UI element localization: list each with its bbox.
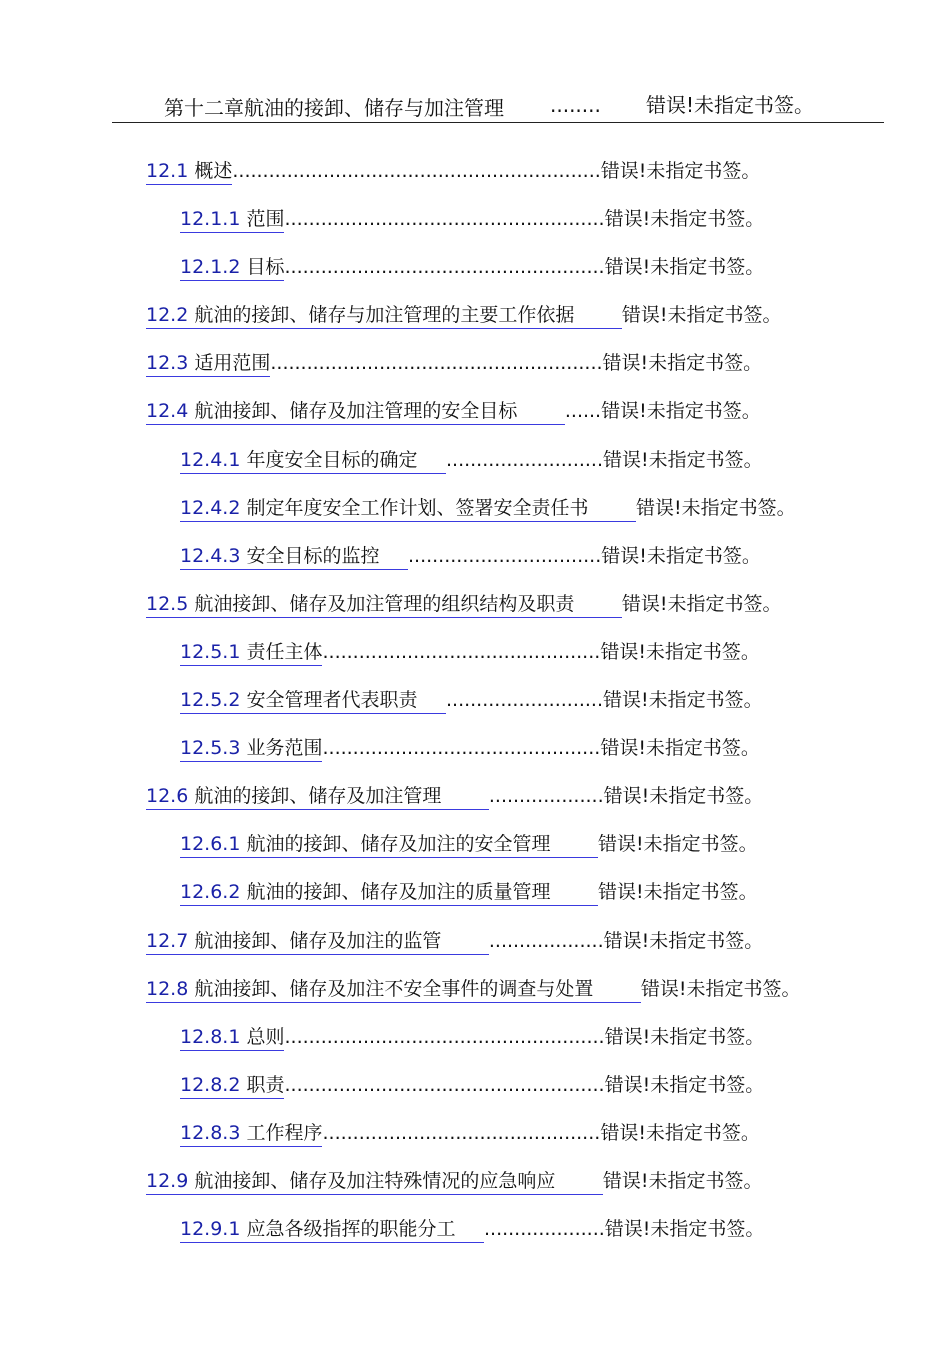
toc-page-ref: 错误!未指定书签。 <box>600 640 760 663</box>
toc-leader-dots: ............................................................. <box>232 160 601 182</box>
toc-entry-link[interactable] <box>180 831 598 858</box>
toc-page-ref: 错误!未指定书签。 <box>602 1169 763 1192</box>
page-header <box>112 92 884 123</box>
toc-page-ref: 错误!未指定书签。 <box>600 737 760 760</box>
toc-page-ref: 错误!未指定书签。 <box>604 256 765 279</box>
toc-entry-title: 职责 <box>240 1073 285 1096</box>
toc-entry-link[interactable] <box>180 1216 484 1243</box>
toc-page-ref: 错误!未指定书签。 <box>621 592 782 615</box>
toc-entry-title: 航油的接卸、储存及加注的安全管理 <box>240 833 598 856</box>
toc-entry-link[interactable] <box>146 158 232 185</box>
toc-entry-title: 工作程序 <box>240 1121 323 1144</box>
toc-entry-link[interactable] <box>180 206 284 233</box>
toc-entry-number: 12.9.1 <box>180 1218 241 1241</box>
toc-leader-dots: ..................................................... <box>284 208 605 231</box>
toc-entry-title: 业务范围 <box>240 737 323 760</box>
toc-entry-title: 年度安全目标的确定 <box>240 448 446 471</box>
toc-entry <box>0 447 950 495</box>
toc-leader-dots: ................................ <box>407 544 602 567</box>
toc-entry-number: 12.1 <box>146 160 189 182</box>
toc-entry <box>0 879 950 927</box>
header-page-ref: 错误!未指定书签。 <box>646 93 815 117</box>
toc-leader-dots: ....................................................... <box>270 352 603 375</box>
toc-leader-dots: ..................................................... <box>284 256 605 279</box>
toc-page-ref: 错误!未指定书签。 <box>635 496 796 519</box>
toc-leader-dots: .......................... <box>445 689 604 712</box>
toc-entry-link[interactable] <box>180 495 636 522</box>
toc-page-ref: 错误!未指定书签。 <box>601 544 761 567</box>
toc-entry-title: 责任主体 <box>240 640 323 663</box>
toc-entry <box>0 302 950 350</box>
toc-page-ref: 错误!未指定书签。 <box>601 400 761 423</box>
toc-page-ref: 错误!未指定书签。 <box>597 881 758 904</box>
toc-page-ref: 错误!未指定书签。 <box>603 689 763 712</box>
toc-entry-number: 12.6 <box>146 785 189 808</box>
toc-entry-link[interactable] <box>180 254 284 281</box>
toc-entry-number: 12.1.2 <box>180 256 241 279</box>
toc-entry <box>0 639 950 687</box>
toc-page-ref: 错误!未指定书签。 <box>604 1073 765 1096</box>
toc-entry-link[interactable] <box>146 1168 603 1195</box>
toc-leader-dots: ................... <box>488 929 604 952</box>
toc-entry-title: 航油的接卸、储存及加注管理 <box>188 785 489 808</box>
toc-page-ref: 错误!未指定书签。 <box>603 785 764 808</box>
toc-leader-dots: ................... <box>488 785 604 808</box>
table-of-contents <box>0 158 950 1264</box>
toc-page-ref: 错误!未指定书签。 <box>640 977 801 1000</box>
toc-entry-number: 12.7 <box>146 929 189 952</box>
toc-entry <box>0 398 950 446</box>
toc-entry-number: 12.5.3 <box>180 737 241 760</box>
toc-entry-number: 12.6.2 <box>180 881 241 904</box>
toc-page-ref: 错误!未指定书签。 <box>600 1121 760 1144</box>
toc-page-ref: 错误!未指定书签。 <box>621 304 782 327</box>
toc-entry-link[interactable] <box>146 591 622 618</box>
toc-entry-title: 概述 <box>188 160 233 182</box>
toc-entry-link[interactable] <box>146 398 565 425</box>
toc-entry-number: 12.4.1 <box>180 448 241 471</box>
toc-page-ref: 错误!未指定书签。 <box>603 929 764 952</box>
toc-entry-link[interactable] <box>180 639 322 666</box>
toc-entry <box>0 350 950 398</box>
toc-entry-link[interactable] <box>146 302 622 329</box>
toc-leader-dots: ..................................................... <box>284 1073 605 1096</box>
toc-entry <box>0 254 950 302</box>
toc-entry <box>0 831 950 879</box>
toc-entry-link[interactable] <box>180 1024 284 1051</box>
toc-entry-title: 范围 <box>240 208 285 231</box>
toc-entry-link[interactable] <box>180 879 598 906</box>
toc-entry <box>0 1024 950 1072</box>
toc-entry-title: 适用范围 <box>188 352 271 375</box>
toc-entry-link[interactable] <box>146 928 489 955</box>
toc-entry-link[interactable] <box>146 783 489 810</box>
toc-entry-link[interactable] <box>180 543 408 570</box>
toc-entry <box>0 735 950 783</box>
toc-entry-title: 航油接卸、储存及加注管理的组织结构及职责 <box>188 592 622 615</box>
toc-entry-link[interactable] <box>180 447 446 474</box>
toc-entry-number: 12.5.2 <box>180 689 241 712</box>
toc-entry <box>0 783 950 831</box>
toc-entry <box>0 591 950 639</box>
toc-page-ref: 错误!未指定书签。 <box>604 1218 765 1241</box>
toc-entry-number: 12.4.2 <box>180 496 241 519</box>
toc-entry-number: 12.3 <box>146 352 189 375</box>
toc-entry-number: 12.5.1 <box>180 640 241 663</box>
toc-leader-dots: .............................................. <box>322 640 601 663</box>
toc-page-ref: 错误!未指定书签。 <box>600 160 761 182</box>
toc-entry-link[interactable] <box>180 1120 322 1147</box>
header-leader-dots: ........ <box>550 93 601 117</box>
toc-entry-number: 12.4.3 <box>180 544 241 567</box>
toc-entry-link[interactable] <box>180 1072 284 1099</box>
toc-entry-title: 航油接卸、储存及加注的监管 <box>188 929 489 952</box>
toc-page-ref: 错误!未指定书签。 <box>603 448 763 471</box>
toc-entry-link[interactable] <box>146 350 270 377</box>
toc-entry-title: 安全管理者代表职责 <box>240 689 446 712</box>
toc-entry-title: 航油接卸、储存及加注特殊情况的应急响应 <box>188 1169 603 1192</box>
toc-entry-number: 12.8.3 <box>180 1121 241 1144</box>
toc-entry-number: 12.4 <box>146 400 189 423</box>
toc-entry-number: 12.9 <box>146 1169 189 1192</box>
toc-entry-number: 12.1.1 <box>180 208 241 231</box>
toc-leader-dots: .............................................. <box>322 1121 601 1144</box>
toc-entry <box>0 1168 950 1216</box>
toc-entry-link[interactable] <box>146 976 641 1003</box>
toc-page-ref: 错误!未指定书签。 <box>604 1025 765 1048</box>
toc-entry-number: 12.8 <box>146 977 189 1000</box>
toc-entry-title: 航油的接卸、储存及加注的质量管理 <box>240 881 598 904</box>
toc-entry-number: 12.8.1 <box>180 1025 241 1048</box>
toc-page-ref: 错误!未指定书签。 <box>597 833 758 856</box>
toc-leader-dots: ..................................................... <box>284 1025 605 1048</box>
toc-entry <box>0 495 950 543</box>
toc-entry <box>0 1216 950 1264</box>
toc-entry-title: 总则 <box>240 1025 285 1048</box>
toc-leader-dots: ...... <box>564 400 602 423</box>
toc-entry <box>0 158 950 206</box>
toc-entry <box>0 928 950 976</box>
toc-page-ref: 错误!未指定书签。 <box>602 352 763 375</box>
toc-entry <box>0 687 950 735</box>
toc-leader-dots: .............................................. <box>322 737 601 760</box>
toc-entry-number: 12.8.2 <box>180 1073 241 1096</box>
toc-entry <box>0 1120 950 1168</box>
toc-entry-title: 航油接卸、储存及加注不安全事件的调查与处置 <box>188 977 641 1000</box>
toc-entry <box>0 543 950 591</box>
toc-entry <box>0 976 950 1024</box>
toc-entry-title: 目标 <box>240 256 285 279</box>
toc-entry-number: 12.5 <box>146 592 189 615</box>
toc-entry-title: 制定年度安全工作计划、签署安全责任书 <box>240 496 636 519</box>
toc-entry-title: 航油的接卸、储存与加注管理的主要工作依据 <box>188 304 622 327</box>
toc-entry-number: 12.2 <box>146 304 189 327</box>
toc-entry-link[interactable] <box>180 687 446 714</box>
toc-entry-title: 航油接卸、储存及加注管理的安全目标 <box>188 400 565 423</box>
toc-leader-dots: .......................... <box>445 448 604 471</box>
header-title: 第十二章航油的接卸、储存与加注管理 <box>164 96 504 120</box>
toc-entry <box>0 1072 950 1120</box>
toc-entry-link[interactable] <box>180 735 322 762</box>
toc-entry-title: 安全目标的监控 <box>240 544 408 567</box>
toc-leader-dots: .................... <box>483 1218 605 1241</box>
toc-entry <box>0 206 950 254</box>
toc-entry-title: 应急各级指挥的职能分工 <box>240 1218 484 1241</box>
toc-page-ref: 错误!未指定书签。 <box>604 208 765 231</box>
toc-entry-number: 12.6.1 <box>180 833 241 856</box>
